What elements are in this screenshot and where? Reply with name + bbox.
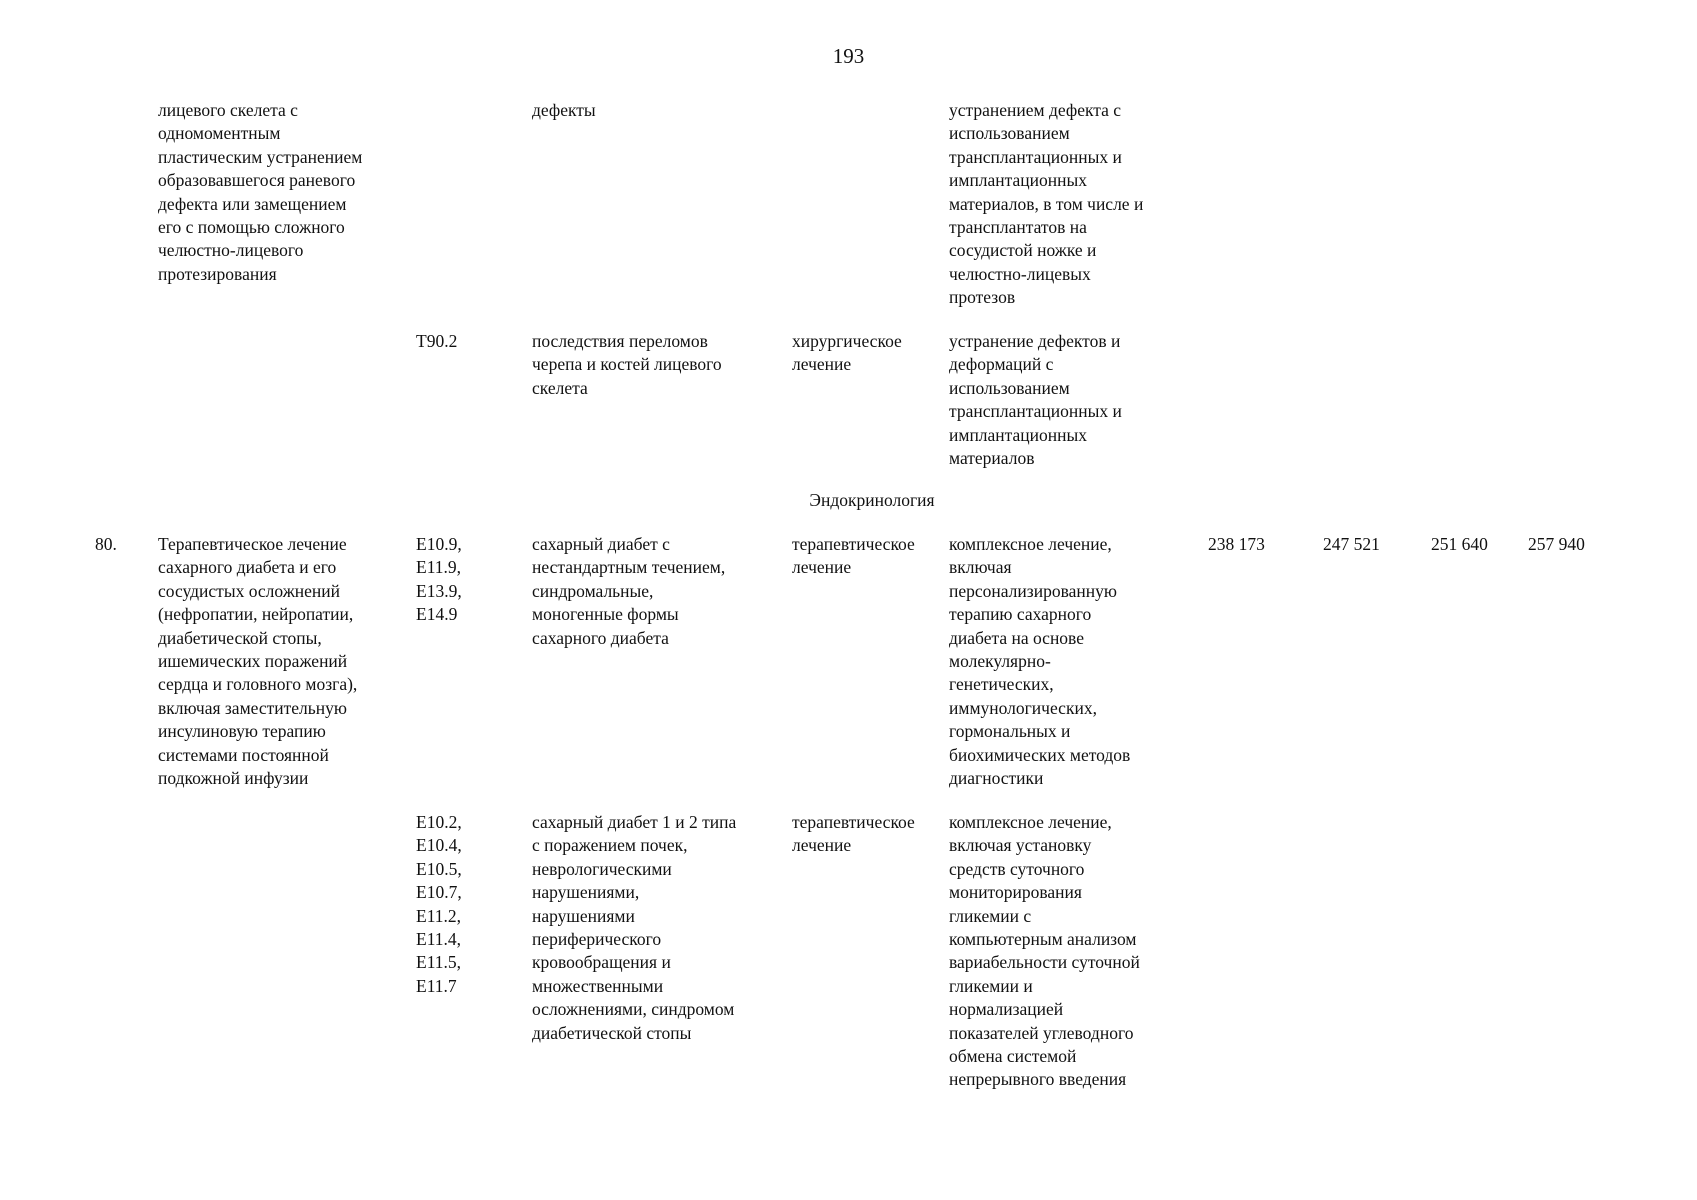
icd-codes: T90.2	[416, 331, 458, 351]
patient-model: сахарный диабет с нестандартным течением, синдромальные, моногенные формы сахарного диабета	[532, 534, 726, 648]
treatment-method: комплексное лечение, включая установку средств суточного мониторирования гликемии с компьютерным анализом вариабельности суточной гликемии и нормализацией показателей углеводного обмена системой непрерывного введения	[949, 812, 1140, 1090]
treatment-type: терапевтическое лечение	[792, 812, 915, 856]
cost-value: 247 521	[1323, 534, 1380, 554]
treatment-method: комплексное лечение, включая персонализированную терапию сахарного диабета на основе молекулярно- генетических, иммунологических, гормональных и биохимических методов диагностики	[949, 534, 1131, 789]
treatment-method: устранение дефектов и деформаций с использованием трансплантационных и имплантационных материалов	[949, 331, 1122, 469]
care-type-name: лицевого скелета с одномоментным пластическим устранением образовавшегося раневого дефекта или замещением его с помощью сложного челюстно-лицевого протезирования	[158, 100, 363, 284]
patient-model: дефекты	[532, 100, 596, 120]
icd-codes: E10.2, E10.4, E10.5, E10.7, E11.2, E11.4, E11.5, E11.7	[416, 812, 462, 996]
page-number: 193	[832, 44, 865, 68]
treatment-type: хирургическое лечение	[792, 331, 902, 375]
row-number: 80.	[95, 534, 117, 554]
treatment-method: устранением дефекта с использованием трансплантационных и имплантационных материалов, в том числе и трансплантатов на сосудистой ножке и челюстно-лицевых протезов	[949, 100, 1144, 308]
cost-value: 257 940	[1528, 534, 1585, 554]
section-heading: Эндокринология	[809, 490, 935, 510]
treatment-type: терапевтическое лечение	[792, 534, 915, 578]
cost-value: 251 640	[1431, 534, 1488, 554]
icd-codes: E10.9, E11.9, E13.9, E14.9	[416, 534, 462, 625]
care-type-name: Терапевтическое лечение сахарного диабета и его сосудистых осложнений (нефропатии, нейропатии, диабетической стопы, ишемических поражений сердца и головного мозга), включая заместительную инсулиновую терапию системами постоянной подкожной инфузии	[158, 534, 358, 789]
patient-model: сахарный диабет 1 и 2 типа с поражением почек, неврологическими нарушениями, нарушениями периферического кровообращения и множественными осложнениями, синдромом диабетической стопы	[532, 812, 737, 1043]
patient-model: последствия переломов черепа и костей лицевого скелета	[532, 331, 722, 398]
cost-value: 238 173	[1208, 534, 1265, 554]
